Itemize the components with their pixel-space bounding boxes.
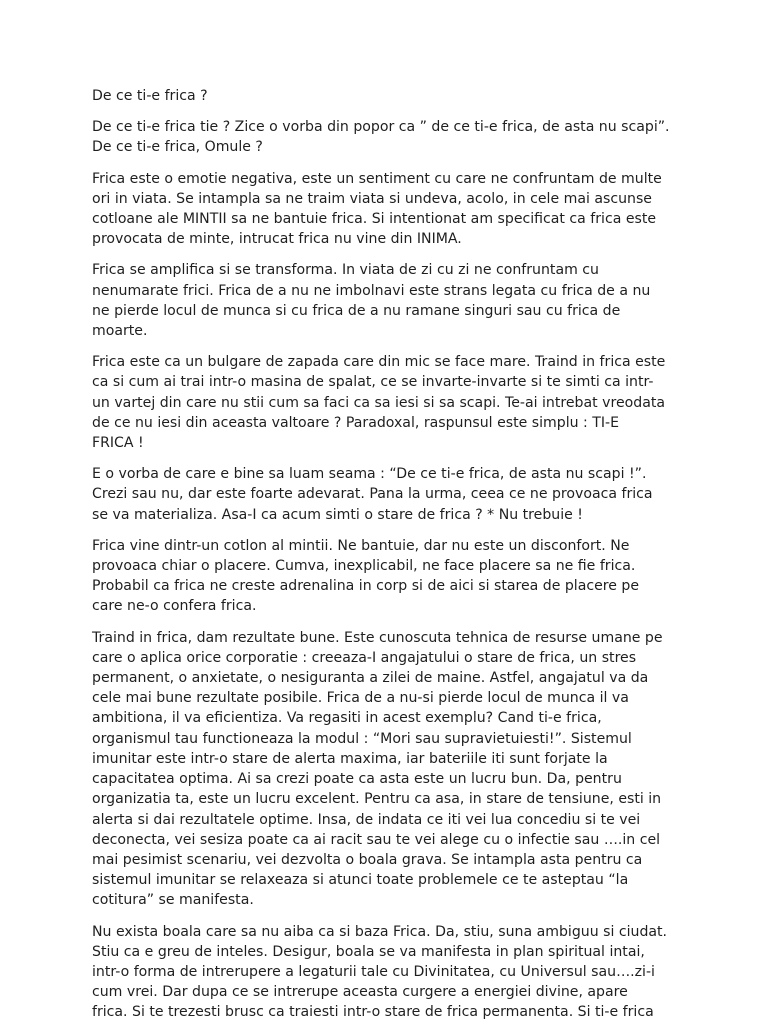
paragraph-line: cum vrei. Dar dupa ce se intrerupe aceasta curgere a energiei divine, apare	[92, 984, 628, 1001]
paragraph-line: imunitar este intr-o stare de alerta maxima, iar bateriile iti sunt forjate la	[92, 750, 608, 767]
paragraph	[92, 352, 684, 453]
paragraph-line: Frica vine dintr-un cotlon al mintii. Ne bantuie, dar nu este un disconfort. Ne	[92, 537, 630, 554]
paragraph-line: intr-o forma de intrerupere a legaturii tale cu Divinitatea, cu Universul sau….zi-i	[92, 963, 655, 980]
paragraph-line: cotloane ale MINTII sa ne bantuie frica. Si intentionat am specificat ca frica este	[92, 211, 657, 228]
paragraph-line: capacitatea optima. Ai sa crezi poate ca asta este un lucru bun. Da, pentru	[92, 771, 622, 788]
paragraph-line: Probabil ca frica ne creste adrenalina in corp si de aici si starea de placere pe	[92, 578, 640, 595]
paragraph-line: Frica se amplifica si se transforma. In viata de zi cu zi ne confruntam cu	[92, 262, 599, 279]
paragraph-line: permanent, o anxietate, o nesiguranta a zilei de maine. Astfel, angajatul va da	[92, 670, 649, 687]
paragraph-line: E o vorba de care e bine sa luam seama : “De ce ti-e frica, de asta nu scapi !”.	[92, 466, 647, 483]
paragraph-line: organismul tau functioneaza la modul : “Mori sau supravietuiesti!”. Sistemul	[92, 730, 632, 747]
paragraph-line: de ce nu iesi din aceasta valtoare ? Paradoxal, raspunsul este simplu : TI-E	[92, 414, 620, 431]
paragraph-line: Stiu ca e greu de inteles. Desigur, boala se va manifesta in plan spiritual intai,	[92, 943, 645, 960]
paragraph	[92, 628, 684, 911]
paragraph-line: ne pierde locul de munca si cu frica de a nu ramane singuri sau cu frica de	[92, 302, 621, 319]
paragraph	[92, 922, 684, 1023]
paragraph	[92, 536, 684, 617]
paragraph-line: Crezi sau nu, dar este foarte adevarat. Pana la urma, ceea ce ne provoaca frica	[92, 486, 653, 503]
paragraph-line: cele mai bune rezultate posibile. Frica de a nu-si pierde locul de munca il va	[92, 690, 629, 707]
paragraph-line: care ne-o confera frica.	[92, 598, 257, 615]
paragraph	[92, 117, 684, 157]
paragraph-line: mai pesimist scenariu, vei dezvolta o boala grava. Se intampla asta pentru ca	[92, 851, 643, 868]
paragraph-line: frica. Si te trezesti brusc ca traiesti intr-o stare de frica permanenta. Si ti-e frica	[92, 1004, 654, 1021]
document-page	[92, 86, 684, 1034]
document-body	[92, 117, 684, 1022]
paragraph-line: Frica este o emotie negativa, este un sentiment cu care ne confruntam de multe	[92, 170, 662, 187]
paragraph-line: se va materializa. Asa-I ca acum simti o stare de frica ? * Nu trebuie !	[92, 506, 583, 523]
paragraph-line: ambitiona, il va eficientiza. Va regasiti in acest exemplu? Cand ti-e frica,	[92, 710, 602, 727]
paragraph-line: Frica este ca un bulgare de zapada care din mic se face mare. Traind in frica este	[92, 354, 666, 371]
paragraph-line: provocata de minte, intrucat frica nu vine din INIMA.	[92, 231, 462, 248]
paragraph-line: organizatia ta, este un lucru excelent. Pentru ca asa, in stare de tensiune, esti in	[92, 791, 662, 808]
paragraph-line: care o aplica orice corporatie : creeaza-I angajatului o stare de frica, un stres	[92, 649, 637, 666]
paragraph-line: ca si cum ai trai intr-o masina de spalat, ce se invarte-invarte si te simti ca intr-	[92, 374, 654, 391]
paragraph-line: De ce ti-e frica tie ? Zice o vorba din popor ca ” de ce ti-e frica, de asta nu scapi”.	[92, 119, 670, 136]
paragraph-line: alerta si dai rezultatele optime. Insa, de indata ce iti vei lua concediu si te vei	[92, 811, 641, 828]
paragraph-line: FRICA !	[92, 435, 144, 452]
document-title: De ce ti-e frica ?	[92, 88, 208, 104]
paragraph-line: provoaca chiar o placere. Cumva, inexplicabil, ne face placere sa ne fie frica.	[92, 558, 636, 575]
paragraph-line: ori in viata. Se intampla sa ne traim viata si undeva, acolo, in cele mai ascunse	[92, 190, 652, 207]
paragraph-line: moarte.	[92, 323, 148, 340]
paragraph	[92, 464, 684, 525]
paragraph-line: nenumarate frici. Frica de a nu ne imbolnavi este strans legata cu frica de a nu	[92, 282, 651, 299]
paragraph-line: Nu exista boala care sa nu aiba ca si baza Frica. Da, stiu, suna ambiguu si ciudat.	[92, 923, 668, 940]
paragraph-line: Traind in frica, dam rezultate bune. Este cunoscuta tehnica de resurse umane pe	[92, 629, 663, 646]
paragraph-line: deconecta, vei sesiza poate ca ai racit sau te vei alege cu o infectie sau ….in cel	[92, 831, 661, 848]
paragraph-line: sistemul imunitar se relaxeaza si atunci toate problemele ce te asteptau “la	[92, 872, 629, 889]
paragraph	[92, 169, 684, 250]
paragraph-line: un vartej din care nu stii cum sa faci ca sa iesi si sa scapi. Te-ai intrebat vreodata	[92, 394, 666, 411]
paragraph	[92, 260, 684, 341]
paragraph-line: De ce ti-e frica, Omule ?	[92, 139, 263, 156]
paragraph-line: cotitura” se manifesta.	[92, 892, 254, 909]
